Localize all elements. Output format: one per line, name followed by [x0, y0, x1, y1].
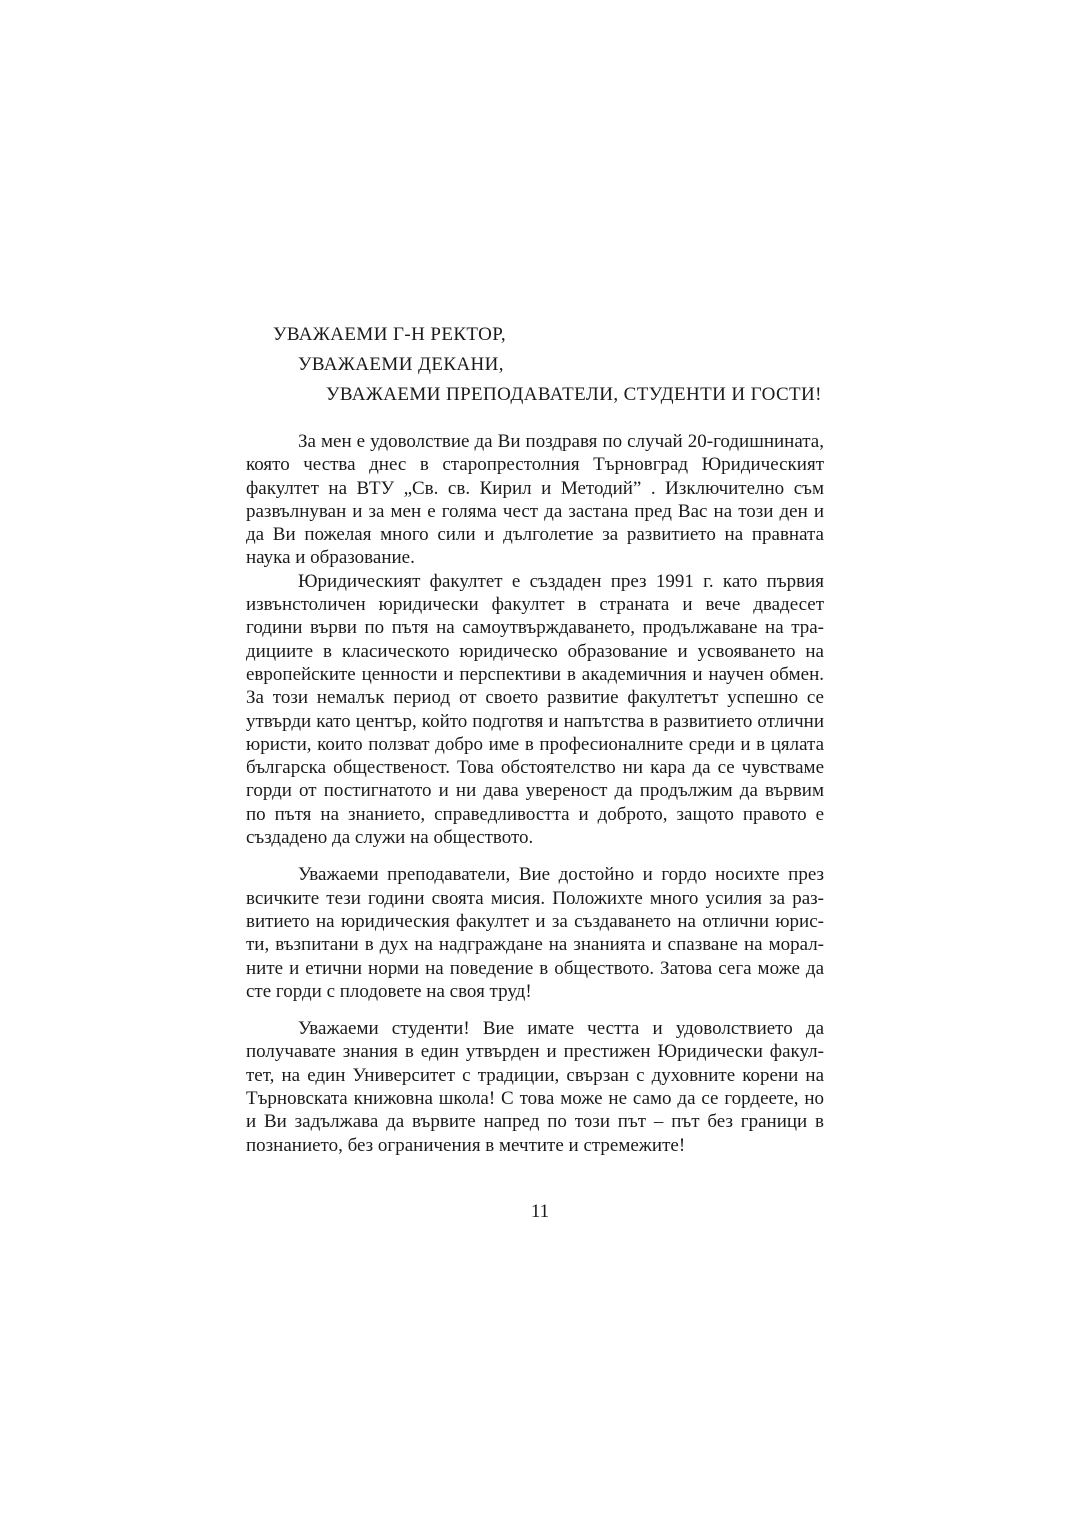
paragraph-faculty-history: Юридическият факултет е създаден през 1991 г. като първия извънстоличен юридически факултет в страната и вече двадесет години върви по пътя на самоутвърждаването, продължаване на традициите в класическото юридическо образование и усвояването на европейските ценности и перспективи в академичния и научен обмен. За този немалък период от своето развитие факултетът успешно се утвърди като център, който подготвя и напътства в развитието отлични юристи, които ползват добро име в професионалните среди и в цялата българска общественост. Това обстоятелство ни кара да се чувстваме горди от постигнатото и ни дава увереност да продължим да вървим по пътя на знанието, справедливостта и доброто, защото правото е създадено да служи на обществото. [246, 570, 824, 849]
salutation-audience: УВАЖАЕМИ ПРЕПОДАВАТЕЛИ, СТУДЕНТИ И ГОСТИ! [326, 384, 822, 405]
paragraph-students: Уважаеми студенти! Вие имате честта и удоволствието да получавате знания в един утвърден и престижен Юридически факултет, на един Университет с традиции, свързан с духовните корени на Търновската книжовна школа! С това може не само да се гордеете, но и Ви задължава да вървите напред по този път – път без граници в познанието, без ограничения в мечтите и стремежите! [246, 1018, 824, 1156]
paragraph-greeting: За мен е удоволствие да Ви поздравя по случай 20-годишнината, която чества днес в старопрестолния Търновград Юридическият факултет на ВТУ „Св. св. Кирил и Методий” . Изключително съм развълнуван и за мен е голяма чест да застана пред Вас на този ден и да Ви пожелая много сили и дълголетие за развитието на правната наука и образование. [246, 431, 824, 569]
salutation-rector: УВАЖАЕМИ Г-Н РЕКТОР, [273, 324, 507, 345]
speech-body [246, 430, 824, 1157]
paragraph-teachers: Уважаеми преподаватели, Вие достойно и гордо носихте през всичките тези години своята мисия. Положихте много усилия за развитието на юридическия факултет и за създаването на отлични юристи, възпитани в дух на надграждане на знанията и спазване на моралните и етични норми на поведение в обществото. Затова сега може да сте горди с плодовете на своя труд! [246, 864, 824, 1002]
salutation-deans: УВАЖАЕМИ ДЕКАНИ, [298, 354, 504, 375]
page-number: 11 [530, 1201, 550, 1222]
